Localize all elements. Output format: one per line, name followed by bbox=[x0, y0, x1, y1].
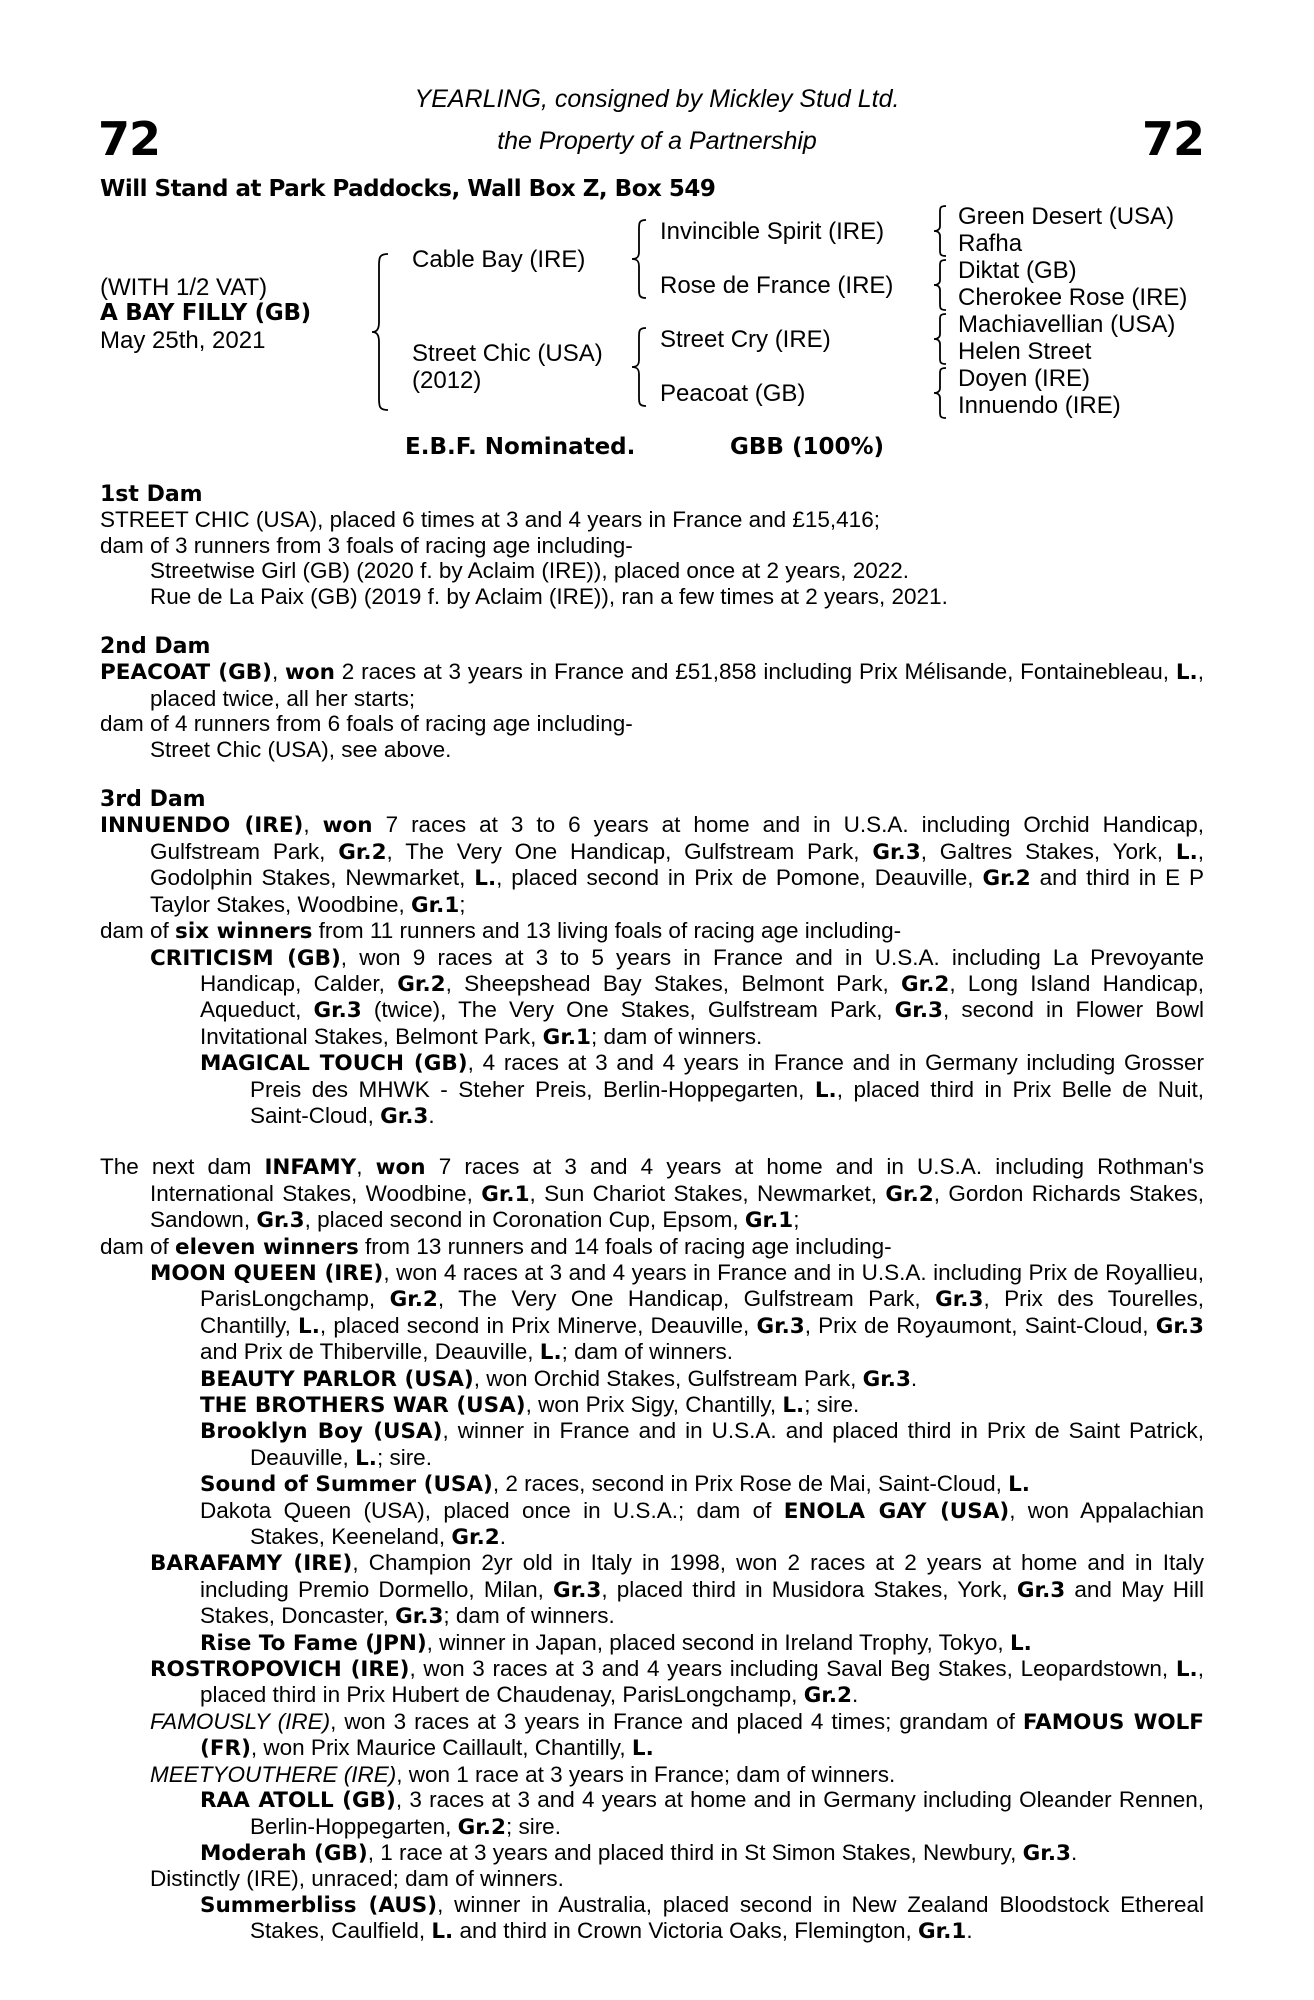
pedigree-brace-dam bbox=[630, 326, 650, 408]
bold-text: L. bbox=[431, 1919, 454, 1945]
entry-paragraph bbox=[100, 1418, 1204, 1471]
text: dam of bbox=[100, 918, 176, 944]
bold-text: FAMOUS WOLF (FR) bbox=[200, 1709, 1204, 1762]
entry-paragraph bbox=[100, 1892, 1204, 1945]
ancestor: Rafha bbox=[958, 230, 1023, 257]
sire-sire: Invincible Spirit (IRE) bbox=[660, 218, 885, 245]
bold-text: eleven winners bbox=[175, 1234, 359, 1260]
entry-paragraph bbox=[100, 1762, 1204, 1787]
entry-paragraph bbox=[100, 1366, 1204, 1392]
bold-text: Gr.3 bbox=[872, 839, 921, 865]
dam: Street Chic (USA) bbox=[412, 340, 603, 367]
text: 2 races at 3 years in France and £51,858 including Prix Mélisande, Fontainebleau, bbox=[334, 659, 1176, 685]
text: . bbox=[1070, 1839, 1078, 1865]
ebf-nominated: E.B.F. Nominated. bbox=[405, 434, 636, 460]
entry-paragraph bbox=[100, 558, 1204, 583]
bold-text: Gr.2 bbox=[451, 1525, 500, 1551]
section-heading: 1st Dam bbox=[100, 482, 203, 507]
bold-text: ROSTROPOVICH (IRE) bbox=[150, 1657, 410, 1683]
bold-text: INNUENDO (IRE) bbox=[100, 813, 304, 839]
bold-text: Gr.3 bbox=[380, 1103, 429, 1129]
section-heading: 3rd Dam bbox=[100, 787, 206, 813]
stand-location: Will Stand at Park Paddocks, Wall Box Z, Box 549 bbox=[100, 176, 716, 202]
text: ; sire. bbox=[804, 1392, 860, 1417]
text: , won Prix Maurice Caillault, Chantilly, bbox=[250, 1735, 632, 1761]
entry-paragraph bbox=[100, 1709, 1204, 1762]
bold-text: Gr.1 bbox=[744, 1208, 794, 1234]
bold-text: Gr.3 bbox=[553, 1577, 602, 1603]
dam-sire: Street Cry (IRE) bbox=[660, 326, 831, 353]
text: ; sire. bbox=[376, 1444, 432, 1470]
bold-text: L. bbox=[474, 866, 497, 892]
ancestor: Diktat (GB) bbox=[958, 257, 1077, 284]
text: , won Orchid Stakes, Gulfstream Park, bbox=[473, 1365, 863, 1391]
text: , placed second in Prix Minerve, Deauville, bbox=[319, 1312, 757, 1338]
bold-text: BEAUTY PARLOR (USA) bbox=[200, 1366, 474, 1392]
bold-text: Gr.3 bbox=[313, 998, 362, 1024]
text: from 11 runners and 13 living foals of racing age including- bbox=[312, 918, 902, 944]
bold-text: L. bbox=[1009, 1630, 1032, 1656]
text: , winner in Japan, placed second in Ireland Trophy, Tokyo, bbox=[426, 1629, 1010, 1655]
entry-paragraph bbox=[100, 1498, 1204, 1551]
bold-text: won bbox=[322, 813, 373, 839]
text: and third in Crown Victoria Oaks, Flemington, bbox=[453, 1918, 919, 1944]
bold-text: Gr.1 bbox=[481, 1181, 530, 1207]
italic-text: FAMOUSLY (IRE) bbox=[150, 1708, 331, 1734]
text: . bbox=[910, 1365, 918, 1391]
entry-paragraph bbox=[100, 1154, 1204, 1233]
text: . bbox=[852, 1682, 859, 1708]
bold-text: L. bbox=[539, 1340, 562, 1366]
text: dam of bbox=[100, 1233, 176, 1259]
entry-paragraph bbox=[100, 812, 1204, 918]
entry-paragraph bbox=[100, 1050, 1204, 1129]
bold-text: L. bbox=[298, 1313, 320, 1339]
bold-text: L. bbox=[355, 1445, 377, 1471]
entry-paragraph bbox=[100, 1787, 1204, 1840]
bold-text: L. bbox=[782, 1393, 805, 1418]
text: , The Very One Handicap, Gulfstream Park, bbox=[386, 838, 873, 864]
italic-text: MEETYOUTHERE (IRE) bbox=[150, 1761, 397, 1787]
text: , bbox=[356, 1154, 376, 1180]
bold-text: Gr.1 bbox=[542, 1024, 591, 1050]
ancestor: Green Desert (USA) bbox=[958, 203, 1175, 230]
text: , Godolphin Stakes, Newmarket, bbox=[150, 838, 1205, 891]
text: and May Hill Stakes, Doncaster, bbox=[200, 1576, 1204, 1629]
bold-text: Brooklyn Boy (USA) bbox=[200, 1419, 443, 1445]
text: Rue de La Paix (GB) (2019 f. by Aclaim (IRE)), ran a few times at 2 years, 2021. bbox=[150, 583, 948, 609]
bold-text: Gr.2 bbox=[885, 1181, 934, 1207]
entry-paragraph bbox=[100, 533, 1204, 558]
text: , placed third in Prix Belle de Nuit, Saint-Cloud, bbox=[250, 1076, 1204, 1128]
lot-number-right: 72 bbox=[1141, 112, 1204, 166]
bold-text: MOON QUEEN (IRE) bbox=[150, 1260, 384, 1286]
text: , winner in France and in U.S.A. and placed third in Prix de Saint Patrick, Deauville, bbox=[250, 1418, 1204, 1470]
text: , won 1 race at 3 years in France; dam of winners. bbox=[396, 1761, 896, 1787]
section-heading: 2nd Dam bbox=[100, 634, 211, 660]
text: , placed third in Musidora Stakes, York, bbox=[601, 1576, 1017, 1602]
bold-text: Gr.2 bbox=[982, 866, 1031, 892]
bold-text: Gr.2 bbox=[397, 971, 446, 997]
text: , placed twice, all her starts; bbox=[150, 659, 1204, 711]
text: , Sheepshead Bay Stakes, Belmont Park, bbox=[445, 970, 902, 996]
sire-dam: Rose de France (IRE) bbox=[660, 272, 894, 299]
bold-text: Sound of Summer (USA) bbox=[200, 1472, 493, 1498]
bold-text: Rise To Fame (JPN) bbox=[200, 1630, 427, 1656]
text: 7 races at 3 and 4 years at home and in U.S.A. including Rothman's International Stakes, Woodbine, bbox=[150, 1154, 1204, 1206]
text: , placed third in Prix Hubert de Chaudenay, ParisLongchamp, bbox=[200, 1656, 1204, 1708]
bold-text: MAGICAL TOUCH (GB) bbox=[200, 1051, 468, 1077]
text: , Gordon Richards Stakes, Sandown, bbox=[150, 1180, 1204, 1233]
text: . bbox=[499, 1524, 506, 1550]
bold-text: Gr.3 bbox=[935, 1287, 984, 1313]
bold-text: won bbox=[285, 660, 335, 686]
text: Streetwise Girl (GB) (2020 f. by Aclaim (IRE)), placed once at 2 years, 2022. bbox=[150, 558, 910, 584]
entry-paragraph bbox=[100, 1234, 1204, 1260]
bold-text: Gr.2 bbox=[389, 1287, 438, 1313]
text: 7 races at 3 to 6 years at home and in U.S.A. including Orchid Handicap, Gulfstream Park, bbox=[150, 812, 1204, 864]
text: , Galtres Stakes, York, bbox=[920, 838, 1176, 864]
bold-text: Gr.3 bbox=[862, 1366, 911, 1392]
pedigree-brace-g3-1 bbox=[932, 204, 950, 258]
text: Street Chic (USA), see above. bbox=[150, 736, 452, 762]
bold-text: Gr.2 bbox=[901, 971, 950, 997]
entry-paragraph bbox=[100, 1866, 1204, 1891]
bold-text: L. bbox=[1008, 1472, 1030, 1498]
bold-text: won bbox=[375, 1155, 426, 1181]
text: , bbox=[271, 659, 286, 685]
bold-text: L. bbox=[1175, 1657, 1198, 1683]
text: , placed second in Coronation Cup, Epsom, bbox=[304, 1207, 745, 1233]
bold-text: L. bbox=[631, 1736, 654, 1762]
text: ; dam of winners. bbox=[443, 1603, 615, 1629]
ancestor: Doyen (IRE) bbox=[958, 365, 1091, 392]
text: , won Appalachian Stakes, Keeneland, bbox=[250, 1497, 1204, 1550]
text: dam of 3 runners from 3 foals of racing age including- bbox=[100, 532, 633, 558]
entry-paragraph bbox=[100, 1260, 1204, 1366]
entry-paragraph bbox=[100, 945, 1204, 1051]
text: , won Prix Sigy, Chantilly, bbox=[525, 1392, 783, 1417]
text: , 2 races, second in Prix Rose de Mai, Saint-Cloud, bbox=[492, 1471, 1009, 1497]
text: . bbox=[966, 1918, 973, 1944]
bold-text: INFAMY bbox=[264, 1155, 357, 1181]
bold-text: RAA ATOLL (GB) bbox=[200, 1788, 396, 1814]
pedigree-brace-g3-2 bbox=[932, 258, 950, 312]
entry-paragraph bbox=[100, 659, 1204, 711]
bold-text: L. bbox=[1175, 660, 1198, 686]
bold-text: Gr.3 bbox=[395, 1604, 444, 1630]
text: , Sun Chariot Stakes, Newmarket, bbox=[529, 1180, 886, 1206]
text: and Prix de Thiberville, Deauville, bbox=[200, 1339, 540, 1365]
entry-paragraph bbox=[100, 1471, 1204, 1497]
entry-paragraph bbox=[100, 711, 1204, 736]
bold-text: L. bbox=[1175, 839, 1198, 865]
bold-text: Moderah (GB) bbox=[200, 1840, 368, 1866]
sire: Cable Bay (IRE) bbox=[412, 246, 586, 273]
text: , winner in Australia, placed second in New Zealand Bloodstock Ethereal Stakes, Caulfield, bbox=[250, 1891, 1204, 1944]
text: , 4 races at 3 and 4 years in France and in Germany including Grosser Preis des MHWK - Steher Preis, Berlin-Hoppegarten, bbox=[250, 1050, 1204, 1102]
property-line: the Property of a Partnership bbox=[497, 127, 817, 155]
entry-paragraph bbox=[100, 1840, 1204, 1866]
bold-text: Gr.2 bbox=[338, 839, 387, 865]
date-of-birth: May 25th, 2021 bbox=[100, 327, 266, 354]
text: and third in E P Taylor Stakes, Woodbine, bbox=[150, 865, 1204, 917]
text: , won 4 races at 3 and 4 years in France and in U.S.A. including Prix de Royallieu, ParisLongchamp, bbox=[200, 1259, 1204, 1312]
pedigree-brace-g3-4 bbox=[932, 366, 950, 420]
bold-text: six winners bbox=[175, 919, 313, 945]
bold-text: BARAFAMY (IRE) bbox=[150, 1551, 353, 1577]
bold-text: Gr.1 bbox=[410, 892, 460, 918]
pedigree-brace-gen1 bbox=[370, 252, 392, 412]
bold-text: Gr.3 bbox=[1155, 1313, 1204, 1339]
text: , won 3 races at 3 and 4 years including Saval Beg Stakes, Leopardstown, bbox=[409, 1656, 1176, 1682]
ancestor: Helen Street bbox=[958, 338, 1092, 365]
bold-text: Gr.3 bbox=[894, 998, 943, 1024]
bold-text: THE BROTHERS WAR (USA) bbox=[200, 1393, 526, 1418]
pedigree-brace-sire bbox=[630, 218, 650, 300]
text: , won 9 races at 3 to 5 years in France and in U.S.A. including La Prevoyante Handicap, Calder, bbox=[200, 944, 1204, 996]
entry-paragraph bbox=[100, 584, 1204, 609]
produce-record bbox=[100, 482, 1204, 1945]
entry-paragraph bbox=[100, 507, 1204, 532]
text: from 13 runners and 14 foals of racing age including- bbox=[358, 1233, 892, 1259]
text: ; bbox=[459, 891, 466, 917]
entry-paragraph bbox=[100, 1550, 1204, 1629]
text: STREET CHIC (USA), placed 6 times at 3 and 4 years in France and £15,416; bbox=[100, 507, 880, 533]
entry-paragraph bbox=[100, 1630, 1204, 1656]
text: dam of 4 runners from 6 foals of racing age including- bbox=[100, 711, 633, 737]
text: ; dam of winners. bbox=[590, 1023, 763, 1049]
text: ; sire. bbox=[505, 1813, 561, 1839]
text: , Long Island Handicap, Aqueduct, bbox=[200, 970, 1204, 1023]
vat-note: (WITH 1/2 VAT) bbox=[100, 274, 268, 301]
text: ; dam of winners. bbox=[561, 1339, 733, 1365]
text: , The Very One Handicap, Gulfstream Park, bbox=[437, 1286, 936, 1312]
bold-text: Gr.3 bbox=[1016, 1577, 1066, 1603]
entry-paragraph bbox=[100, 737, 1204, 762]
gbb-status: GBB (100%) bbox=[730, 434, 885, 460]
consignor-line: YEARLING, consigned by Mickley Stud Ltd. bbox=[414, 85, 900, 113]
ancestor: Cherokee Rose (IRE) bbox=[958, 284, 1188, 311]
text: , Prix de Royaumont, Saint-Cloud, bbox=[804, 1312, 1156, 1338]
text: . bbox=[428, 1102, 435, 1128]
text: Distinctly (IRE), unraced; dam of winners. bbox=[150, 1866, 564, 1892]
bold-text: PEACOAT (GB) bbox=[100, 660, 272, 686]
bold-text: ENOLA GAY (USA) bbox=[783, 1498, 1010, 1524]
text: , 1 race at 3 years and placed third in St Simon Stakes, Newbury, bbox=[367, 1839, 1023, 1865]
lot-number-left: 72 bbox=[98, 112, 161, 166]
text: ; bbox=[793, 1207, 800, 1233]
ancestor: Machiavellian (USA) bbox=[958, 311, 1176, 338]
text: Dakota Queen (USA), placed once in U.S.A.; dam of bbox=[200, 1497, 784, 1523]
entry-paragraph bbox=[100, 918, 1204, 944]
text: , Champion 2yr old in Italy in 1998, won 2 races at 2 years at home and in Italy including Premio Dormello, Milan, bbox=[200, 1550, 1204, 1602]
pedigree-brace-g3-3 bbox=[932, 312, 950, 366]
bold-text: CRITICISM (GB) bbox=[150, 945, 341, 971]
dam-dam: Peacoat (GB) bbox=[660, 380, 806, 407]
text: , second in Flower Bowl Invitational Stakes, Belmont Park, bbox=[200, 997, 1204, 1049]
text: , placed second in Prix de Pomone, Deauville, bbox=[496, 865, 983, 891]
bold-text: Gr.3 bbox=[1022, 1840, 1071, 1866]
bold-text: Gr.1 bbox=[918, 1919, 967, 1945]
entry-paragraph bbox=[100, 1392, 1204, 1418]
ancestor: Innuendo (IRE) bbox=[958, 392, 1121, 419]
bold-text: Summerbliss (AUS) bbox=[200, 1892, 438, 1918]
bold-text: Gr.3 bbox=[256, 1208, 305, 1234]
text: (twice), The Very One Stakes, Gulfstream Park, bbox=[361, 997, 895, 1023]
text: , Prix des Tourelles, Chantilly, bbox=[200, 1286, 1204, 1338]
entry-paragraph bbox=[100, 1656, 1204, 1709]
bold-text: Gr.3 bbox=[756, 1313, 805, 1339]
text: , won 3 races at 3 years in France and placed 4 times; grandam of bbox=[330, 1708, 1023, 1734]
dam-year: (2012) bbox=[412, 367, 482, 394]
bold-text: Gr.2 bbox=[803, 1683, 852, 1709]
text: , 3 races at 3 and 4 years at home and in Germany including Oleander Rennen, Berlin-Hoppegarten, bbox=[250, 1787, 1204, 1839]
lot-name: A BAY FILLY (GB) bbox=[100, 300, 311, 326]
text: , bbox=[303, 812, 323, 838]
text: The next dam bbox=[100, 1154, 265, 1180]
bold-text: Gr.2 bbox=[457, 1814, 506, 1840]
bold-text: L. bbox=[814, 1077, 837, 1103]
